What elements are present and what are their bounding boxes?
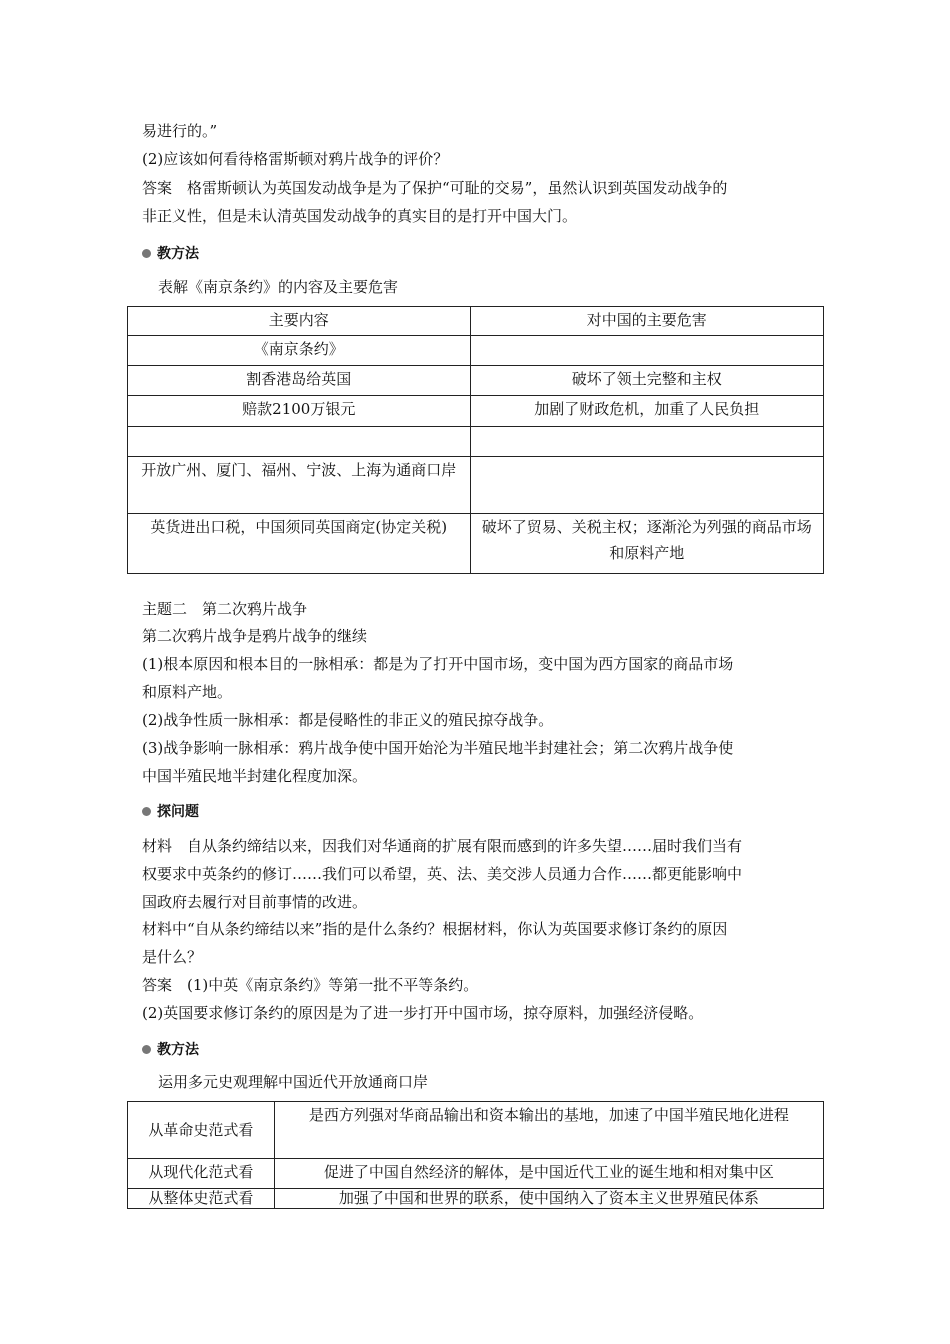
table-row (128, 396, 824, 427)
answer-line: 答案 (1)中英《南京条约》等第一批不平等条约。 (142, 976, 479, 994)
table-header-cell: 主要内容 (128, 307, 471, 336)
bullet-icon (142, 807, 151, 816)
topic-title: 主题二 第二次鸦片战争 (142, 600, 308, 618)
bullet-icon (142, 1045, 151, 1054)
section-heading-label: 教方法 (157, 246, 199, 262)
bullet-icon (142, 249, 151, 258)
treaty-table (127, 306, 824, 574)
question-line: 是什么？ (142, 948, 203, 966)
table-header-cell: 对中国的主要危害 (470, 307, 823, 336)
table-cell: 赔款2100万银元 (128, 396, 471, 427)
section-heading (142, 801, 199, 823)
section-heading-label: 探问题 (157, 804, 199, 820)
table-row (128, 457, 824, 514)
table-cell: 破坏了贸易、关税主权；逐渐沦为列强的商品市场和原料产地 (470, 514, 823, 574)
material-line: 国政府去履行对目前事情的改进。 (142, 893, 368, 911)
table-cell: 英货进出口税，中国须同英国商定(协定关税) (128, 514, 471, 574)
question-line: 材料中“自从条约缔结以来”指的是什么条约？根据材料，你认为英国要求修订条约的原因 (142, 920, 728, 938)
material-line: 权要求中英条约的修订……我们可以希望，英、法、美交涉人员通力合作……都更能影响中 (142, 865, 743, 883)
table-cell: 促进了中国自然经济的解体，是中国近代工业的诞生地和相对集中区 (274, 1159, 823, 1189)
table-cell: 加剧了财政危机，加重了人民负担 (470, 396, 823, 427)
text-line: (2)战争性质一脉相承：都是侵略性的非正义的殖民掠夺战争。 (142, 711, 554, 729)
table-cell (128, 427, 471, 457)
table-cell: 开放广州、厦门、福州、宁波、上海为通商口岸 (128, 457, 471, 514)
table-row (128, 1189, 824, 1209)
table-cell (470, 427, 823, 457)
answer-line: (2)英国要求修订条约的原因是为了进一步打开中国市场，掠夺原料，加强经济侵略。 (142, 1004, 704, 1022)
text-line: 中国半殖民地半封建化程度加深。 (142, 767, 368, 785)
section-heading-label: 教方法 (157, 1042, 199, 1058)
table-caption: 表解《南京条约》的内容及主要危害 (158, 278, 399, 296)
text-line: 易进行的。” (142, 122, 218, 140)
section-heading (142, 243, 199, 265)
table-row (128, 1159, 824, 1189)
answer-line: 非正义性，但是未认清英国发动战争的真实目的是打开中国大门。 (142, 207, 578, 225)
table-header-row (128, 307, 824, 336)
table-row (128, 1102, 824, 1159)
table-cell (470, 457, 823, 514)
table-cell: 是西方列强对华商品输出和资本输出的基地，加速了中国半殖民地化进程 (274, 1102, 823, 1159)
material-line: 材料 自从条约缔结以来，因我们对华通商的扩展有限而感到的许多失望……届时我们当有 (142, 837, 743, 855)
text-line: 和原料产地。 (142, 683, 233, 701)
table-cell: 割香港岛给英国 (128, 366, 471, 396)
table-cell (470, 336, 823, 366)
table-cell: 加强了中国和世界的联系，使中国纳入了资本主义世界殖民体系 (274, 1189, 823, 1209)
table-caption: 运用多元史观理解中国近代开放通商口岸 (158, 1073, 429, 1091)
question-line: (2)应该如何看待格雷斯顿对鸦片战争的评价？ (142, 150, 449, 168)
table-cell: 从革命史范式看 (128, 1102, 275, 1159)
answer-line: 答案 格雷斯顿认为英国发动战争是为了保护“可耻的交易”，虽然认识到英国发动战争的 (142, 179, 728, 197)
table-row (128, 514, 824, 574)
table-row (128, 336, 824, 366)
table-cell: 破坏了领土完整和主权 (470, 366, 823, 396)
table-cell: 《南京条约》 (128, 336, 471, 366)
section-heading (142, 1039, 199, 1061)
table-cell: 从整体史范式看 (128, 1189, 275, 1209)
table-row (128, 427, 824, 457)
perspective-table (127, 1101, 824, 1209)
table-row (128, 366, 824, 396)
table-cell: 从现代化范式看 (128, 1159, 275, 1189)
text-line: (1)根本原因和根本目的一脉相承：都是为了打开中国市场，变中国为西方国家的商品市场 (142, 655, 734, 673)
text-line: (3)战争影响一脉相承：鸦片战争使中国开始沦为半殖民地半封建社会；第二次鸦片战争使 (142, 739, 734, 757)
text-line: 第二次鸦片战争是鸦片战争的继续 (142, 627, 368, 645)
